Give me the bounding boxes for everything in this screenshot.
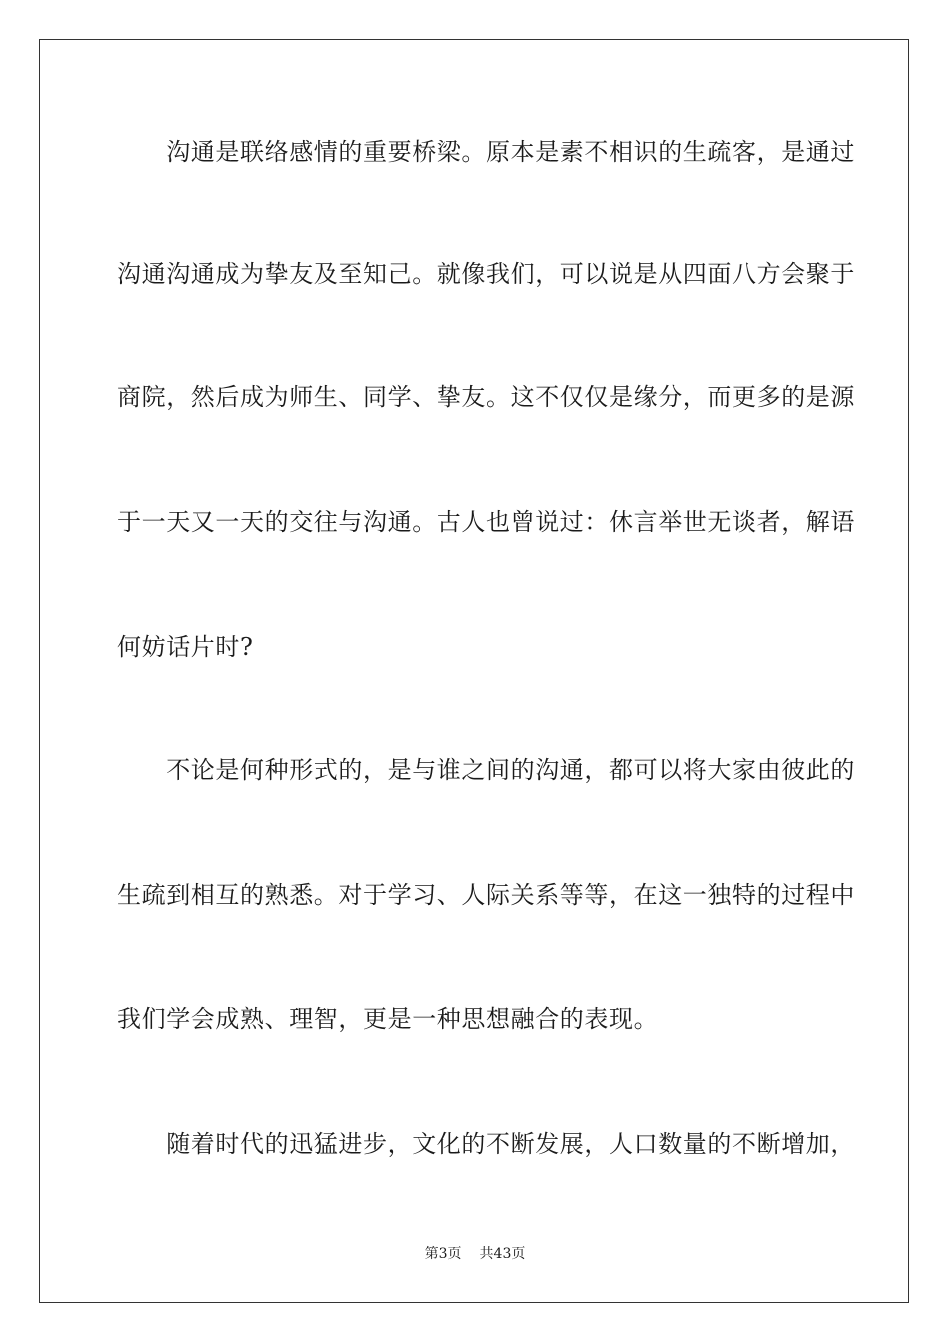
paragraph-line: 随着时代的迅猛进步，文化的不断发展，人口数量的不断增加， bbox=[117, 1130, 855, 1158]
paragraph-line: 我们学会成熟、理智，更是一种思想融合的表现。 bbox=[117, 1005, 659, 1033]
paragraph-line: 沟通沟通成为挚友及至知己。就像我们，可以说是从四面八方会聚于 bbox=[117, 260, 855, 288]
paragraph-line: 不论是何种形式的，是与谁之间的沟通，都可以将大家由彼此的 bbox=[117, 756, 855, 784]
paragraph-line: 于一天又一天的交往与沟通。古人也曾说过：休言举世无谈者，解语 bbox=[117, 508, 855, 536]
page-total: 共43页 bbox=[479, 1246, 526, 1262]
page-number: 第3页 bbox=[424, 1246, 462, 1262]
page-footer bbox=[0, 1244, 950, 1264]
paragraph-line: 何妨话片时? bbox=[117, 633, 254, 661]
paragraph-line: 沟通是联络感情的重要桥梁。原本是素不相识的生疏客，是通过 bbox=[117, 138, 855, 166]
page-border bbox=[39, 39, 909, 1303]
paragraph-line: 生疏到相互的熟悉。对于学习、人际关系等等，在这一独特的过程中 bbox=[117, 881, 855, 909]
paragraph-line: 商院，然后成为师生、同学、挚友。这不仅仅是缘分，而更多的是源 bbox=[117, 383, 855, 411]
